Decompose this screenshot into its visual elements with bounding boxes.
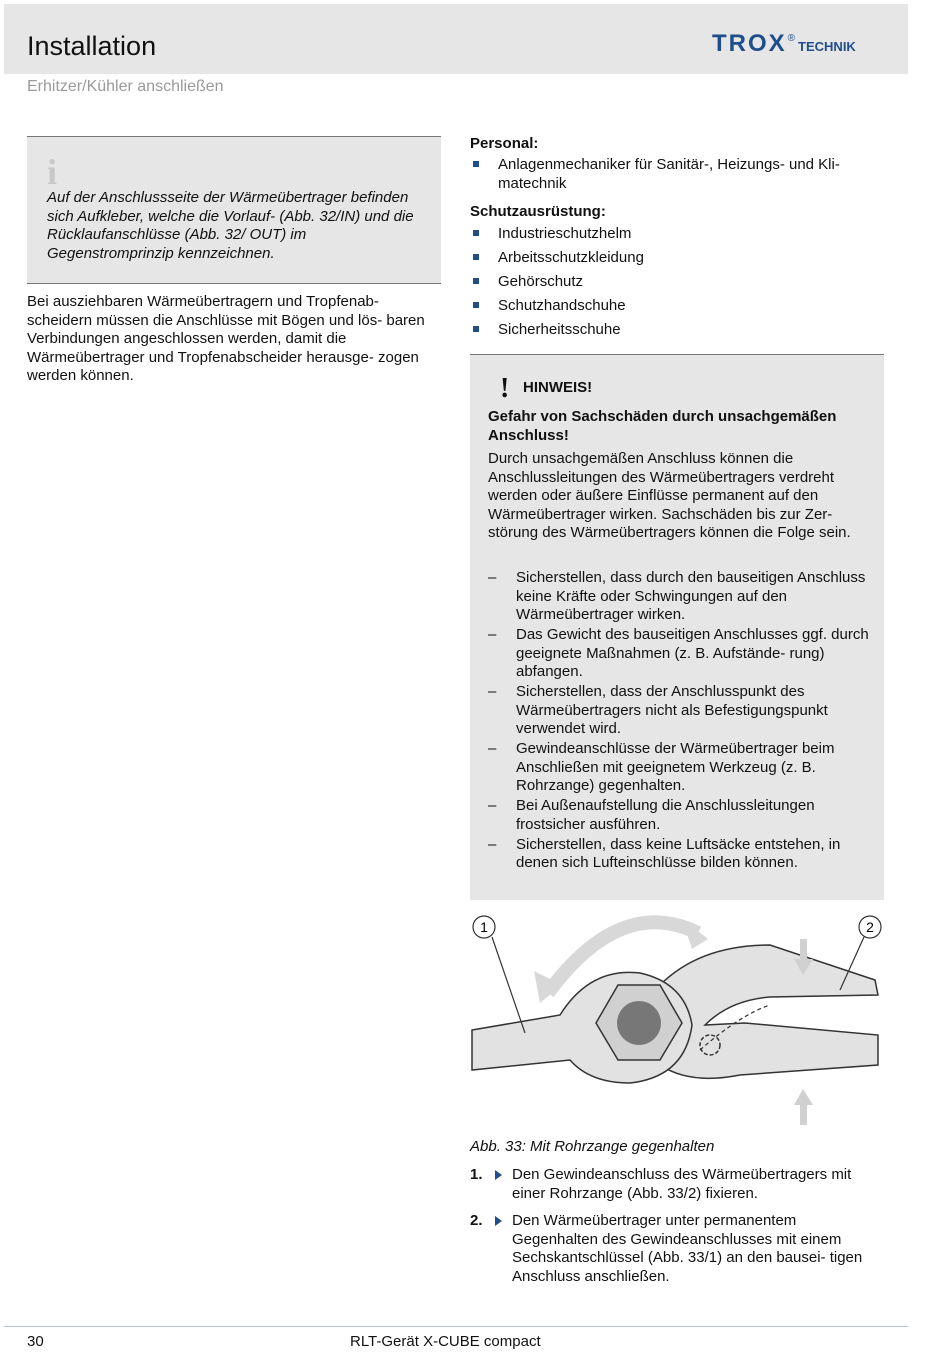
body-paragraph: Bei ausziehbaren Wärmeübertragern und Tropfenab- scheidern müssen die Anschlüsse mit Bögen und lös- baren Verbindungen angeschlossen werden, damit die Wärmeübertrager und Tropfenabscheider herausge- zogen werden können. bbox=[27, 293, 425, 384]
force-arrow-top-shaft bbox=[800, 939, 807, 961]
callout-1-label: 1 bbox=[480, 919, 488, 935]
section-subtitle: Erhitzer/Kühler anschließen bbox=[27, 78, 224, 95]
bullet-square-icon bbox=[473, 230, 479, 236]
notice-text: Durch unsachgemäßen Anschluss können die Anschlussleitungen des Wärmeübertragers verdreht werden oder äußere Einflüsse permanent auf den Wärmeübertrager wirken. Sachschäden bis zur Zer- störung des Wärmeübertragers können die Folge sein. bbox=[488, 450, 851, 541]
list-item: Industrieschutzhelm bbox=[470, 225, 890, 244]
list-item: – Sicherstellen, dass keine Luftsäcke entstehen, in denen sich Lufteinschlüsse bilden können. bbox=[488, 835, 841, 871]
list-item: Sicherheitsschuhe bbox=[470, 321, 890, 340]
dash-mark: – bbox=[488, 683, 497, 700]
bullet-square-icon bbox=[473, 302, 479, 308]
logo-registered-mark: ® bbox=[787, 33, 796, 44]
bullet-square-icon bbox=[473, 161, 479, 167]
step-list bbox=[470, 1166, 885, 1295]
step-item bbox=[470, 1212, 885, 1286]
list-item: Gehörschutz bbox=[470, 273, 890, 292]
callout-2-label: 2 bbox=[866, 919, 874, 935]
wrench-pipe-figure bbox=[470, 905, 885, 1135]
step-number: 2. bbox=[470, 1212, 483, 1229]
notice-box bbox=[470, 354, 884, 900]
info-text: Auf der Anschlussseite der Wärmeübertrager befinden sich Aufkleber, welche die Vorlauf- (Abb. 32/IN) und die Rücklaufanschlüsse (Abb. 32/ OUT) im Gegenstromprinzip kennzeichnen. bbox=[47, 189, 414, 262]
list-item: Arbeitsschutzkleidung bbox=[470, 249, 890, 268]
figure-caption: Abb. 33: Mit Rohrzange gegenhalten bbox=[470, 1138, 715, 1155]
dash-mark: – bbox=[488, 835, 497, 853]
list-item: – Das Gewicht des bauseitigen Anschlusses ggf. durch geeignete Maßnahmen (z. B. Aufstände- rung) abfangen. bbox=[488, 626, 869, 680]
step-arrow-icon bbox=[495, 1170, 502, 1180]
step-item bbox=[470, 1166, 885, 1203]
logo-main: TROX bbox=[712, 30, 787, 57]
list-item: Schutzhandschuhe bbox=[470, 297, 890, 316]
personnel-label: Personal: bbox=[470, 135, 539, 152]
dash-mark: – bbox=[488, 626, 497, 643]
list-item: – Sicherstellen, dass durch den bauseitigen Anschluss keine Kräfte oder Schwingungen auf den Wärmeübertrager wirken. bbox=[488, 569, 866, 623]
protective-equipment-list bbox=[470, 225, 890, 345]
step-text: Den Wärmeübertrager unter permanentem Gegenhalten des Gewindeanschlusses mit einem Sechskantschlüssel (Abb. 33/1) an den bausei- tigen Anschluss anschließen. bbox=[512, 1212, 863, 1285]
trox-logo bbox=[712, 30, 856, 58]
footer-divider bbox=[4, 1326, 908, 1327]
page-title: Installation bbox=[27, 31, 157, 61]
callout-1-leader bbox=[492, 937, 525, 1033]
list-item: – Sicherstellen, dass der Anschlusspunkt des Wärmeübertragers nicht als Befestigungspunkt verwendet wird. bbox=[488, 683, 828, 737]
logo-sub: TECHNIK bbox=[798, 39, 856, 54]
page-number: 30 bbox=[27, 1333, 44, 1350]
bullet-square-icon bbox=[473, 278, 479, 284]
step-arrow-icon bbox=[495, 1216, 502, 1226]
force-arrow-up-icon bbox=[794, 1089, 813, 1105]
protective-equipment-label: Schutzausrüstung: bbox=[470, 203, 606, 220]
info-box bbox=[27, 136, 441, 284]
dash-mark: – bbox=[488, 740, 497, 757]
document-title: RLT-Gerät X-CUBE compact bbox=[350, 1333, 541, 1350]
info-icon: i bbox=[47, 152, 58, 192]
notice-title: Gefahr von Sachschäden durch unsachgemäßen Anschluss! bbox=[488, 408, 837, 444]
bullet-square-icon bbox=[473, 254, 479, 260]
list-item: Anlagenmechaniker für Sanitär-, Heizungs- und Kli- matechnik bbox=[470, 156, 890, 193]
list-item: – Gewindeanschlüsse der Wärmeübertrager beim Anschließen mit geeignetem Werkzeug (z. B. Rohrzange) gegenhalten. bbox=[488, 740, 835, 794]
dash-mark: – bbox=[488, 797, 497, 814]
bullet-square-icon bbox=[473, 326, 479, 332]
personnel-list bbox=[470, 156, 890, 199]
exclamation-icon: ! bbox=[500, 373, 510, 404]
list-item: – Bei Außenaufstellung die Anschlussleitungen frostsicher ausführen. bbox=[488, 797, 815, 833]
pipe-wrench-icon bbox=[660, 945, 878, 1078]
notice-heading: HINWEIS! bbox=[523, 379, 593, 396]
step-number: 1. bbox=[470, 1166, 483, 1183]
pipe-end-icon bbox=[617, 1001, 661, 1045]
dash-mark: – bbox=[488, 569, 497, 586]
force-arrow-bottom-shaft bbox=[800, 1103, 807, 1125]
notice-list bbox=[488, 569, 878, 874]
step-text: Den Gewindeanschluss des Wärmeübertragers mit einer Rohrzange (Abb. 33/2) fixieren. bbox=[512, 1166, 852, 1202]
